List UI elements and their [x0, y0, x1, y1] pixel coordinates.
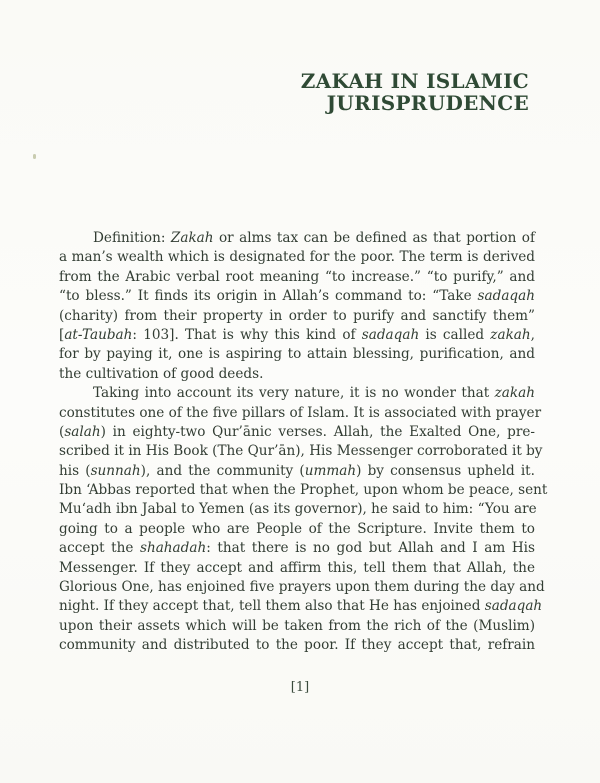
text-line: Messenger. If they accept and affirm this, tell them that Allah, the	[59, 559, 535, 576]
italic-term: at-Taubah	[64, 326, 133, 343]
chapter-title-line-2: JURISPRUDENCE	[326, 91, 529, 115]
page-number: [1]	[290, 680, 310, 695]
text-line: night. If they accept that, tell them also that He has enjoined sadaqah	[59, 598, 543, 615]
text-line: Taking into account its very nature, it is no wonder that zakah	[93, 385, 535, 402]
text-line: the cultivation of good deeds.	[59, 365, 264, 382]
text-line: upon their assets which will be taken from the rich of the (Muslim)	[59, 617, 535, 634]
text-line: [at-Taubah: 103]. That is why this kind of sadaqah is called zakah,	[59, 326, 535, 343]
text-line: scribed it in His Book (The Qur’ān), His Messenger corroborated it by	[59, 443, 543, 460]
text-line: accept the shahadah: that there is no god but Allah and I am His	[59, 540, 535, 557]
paragraph	[59, 384, 548, 655]
text-line: Glorious One, has enjoined five prayers upon them during the day and	[59, 579, 545, 596]
text-line: Ibn ‘Abbas reported that when the Prophet, upon whom be peace, sent	[59, 482, 548, 499]
text-line: Definition: Zakah or alms tax can be defined as that portion of	[93, 230, 535, 246]
italic-term: zakah	[490, 326, 531, 343]
paragraph	[59, 229, 535, 384]
text-line: “to bless.” It finds its origin in Allah’s command to: “Take sadaqah	[59, 288, 535, 305]
text-line: his (sunnah), and the community (ummah) by consensus upheld it.	[59, 462, 535, 479]
text-line: from the Arabic verbal root meaning “to increase.” “to purify,” and	[59, 268, 535, 285]
italic-term: sadaqah	[361, 326, 420, 343]
text-line: constitutes one of the five pillars of Islam. It is associated with prayer	[59, 404, 542, 421]
italic-term: Zakah	[170, 230, 214, 246]
text-line: Mu‘adh ibn Jabal to Yemen (as its governor), he said to him: “You are	[59, 501, 537, 518]
italic-term: shahadah	[139, 540, 207, 557]
text-line: going to a people who are People of the Scripture. Invite them to	[59, 520, 535, 537]
text-line: community and distributed to the poor. If they accept that, refrain	[59, 637, 535, 654]
italic-term: sadaqah	[484, 598, 543, 615]
italic-term: sadaqah	[477, 288, 535, 305]
body-text	[59, 229, 548, 656]
chapter-title	[301, 70, 529, 114]
paper-speck	[33, 154, 36, 159]
text-line: for by paying it, one is aspiring to attain blessing, purification, and	[59, 346, 535, 363]
italic-term: salah	[64, 423, 101, 440]
text-line: (salah) in eighty-two Qur’ānic verses. Allah, the Exalted One, pre-	[59, 423, 535, 440]
text-line: a man’s wealth which is designated for the poor. The term is derived	[59, 249, 535, 266]
text-line: (charity) from their property in order to purify and sanctify them”	[59, 307, 535, 324]
chapter-title-line-1: ZAKAH IN ISLAMIC	[300, 69, 529, 93]
italic-term: ummah	[304, 462, 357, 479]
italic-term: sunnah	[90, 462, 141, 479]
italic-term: zakah	[494, 385, 535, 402]
